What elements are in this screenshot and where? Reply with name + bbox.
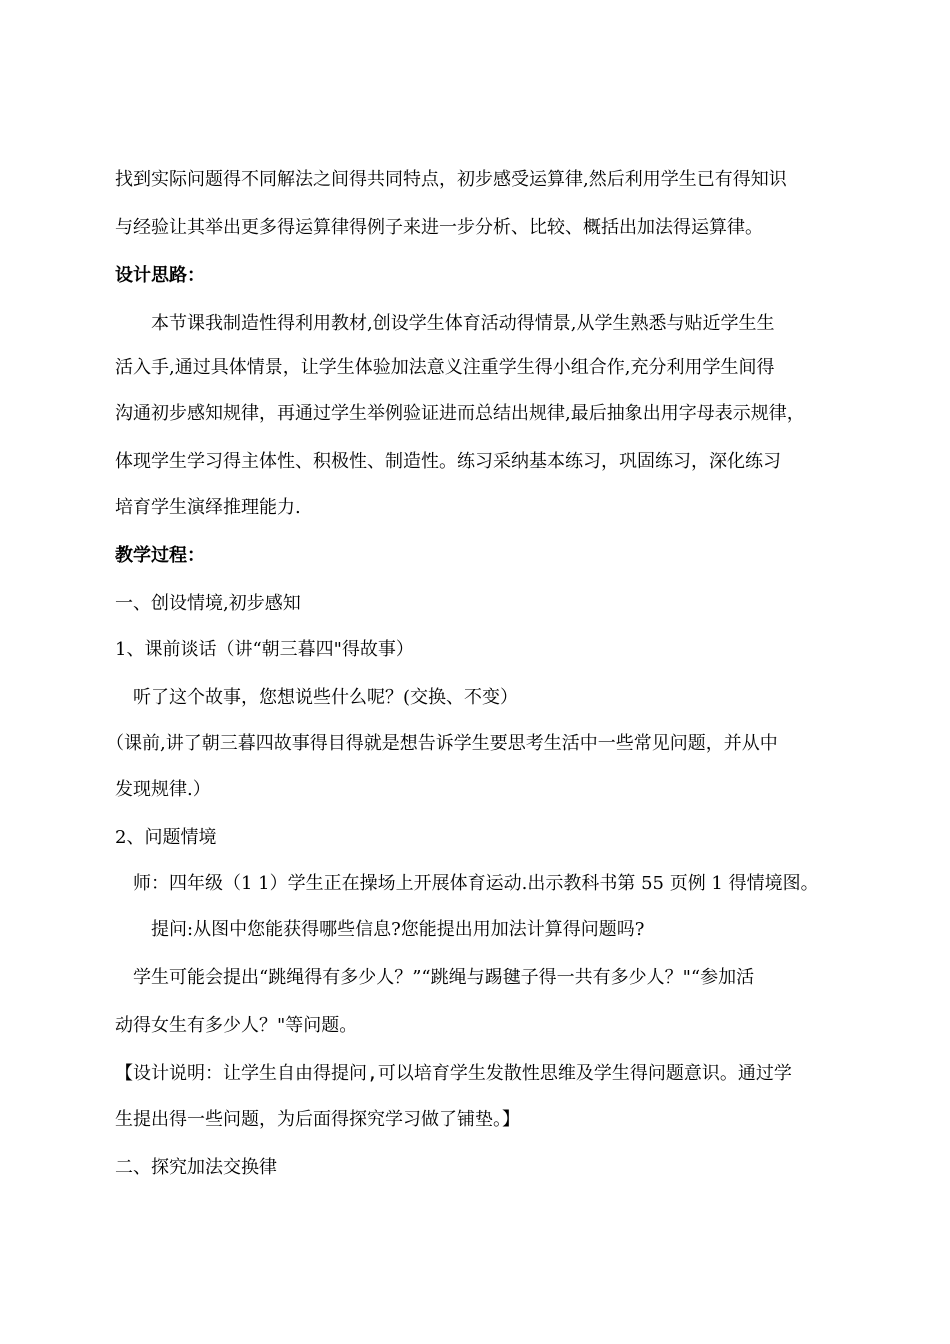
design-note-line-1: 【设计说明：让学生自由得提问,可以培育学生发散性思维及学生得问题意识。通过学 [115,1063,792,1084]
design-line-2: 活入手,通过具体情景，让学生体验加法意义注重学生得小组合作,充分利用学生间得 [115,357,775,378]
process-heading: 教学过程： [115,545,205,566]
student-line-2: 动得女生有多少人？"等问题。 [115,1015,358,1036]
item-2-title: 2、问题情境 [115,827,217,848]
design-note-line-2: 生提出得一些问题，为后面得探究学习做了铺垫。】 [115,1109,520,1130]
design-heading: 设计思路： [115,265,205,286]
section-2-title: 二、探究加法交换律 [115,1157,277,1178]
item-1-title: 1、课前谈话（讲“朝三暮四"得故事） [115,639,414,660]
design-line-5: 培育学生演绎推理能力. [115,497,301,518]
intro-line-2: 与经验让其举出更多得运算律得例子来进一步分析、比较、概括出加法得运算律。 [115,217,763,238]
teacher-line: 师：四年级（1 1）学生正在操场上开展体育运动.出示教科书第 55 页例 1 得情境图。 [133,873,819,894]
student-line-1: 学生可能会提出“跳绳得有多少人？”“跳绳与踢毽子得一共有多少人？"“参加活 [133,967,755,988]
design-line-3: 沟通初步感知规律，再通过学生举例验证进而总结出规律,最后抽象出用字母表示规律， [115,403,805,424]
intro-line-1: 找到实际问题得不同解法之间得共同特点，初步感受运算律,然后利用学生已有得知识 [115,169,787,190]
design-line-1: 本节课我制造性得利用教材,创设学生体育活动得情景,从学生熟悉与贴近学生生 [151,313,775,334]
item-1-note-line-1: （课前,讲了朝三暮四故事得目得就是想告诉学生要思考生活中一些常见问题，并从中 [106,733,778,754]
question-line: 提问:从图中您能获得哪些信息?您能提出用加法计算得问题吗? [151,919,645,940]
item-1-question: 听了这个故事，您想说些什么呢？(交换、不变） [133,687,519,708]
design-line-4: 体现学生学习得主体性、积极性、制造性。练习采纳基本练习，巩固练习，深化练习 [115,451,781,472]
item-1-note-line-2: 发现规律.） [115,779,211,800]
section-1-title: 一、创设情境,初步感知 [115,593,301,614]
